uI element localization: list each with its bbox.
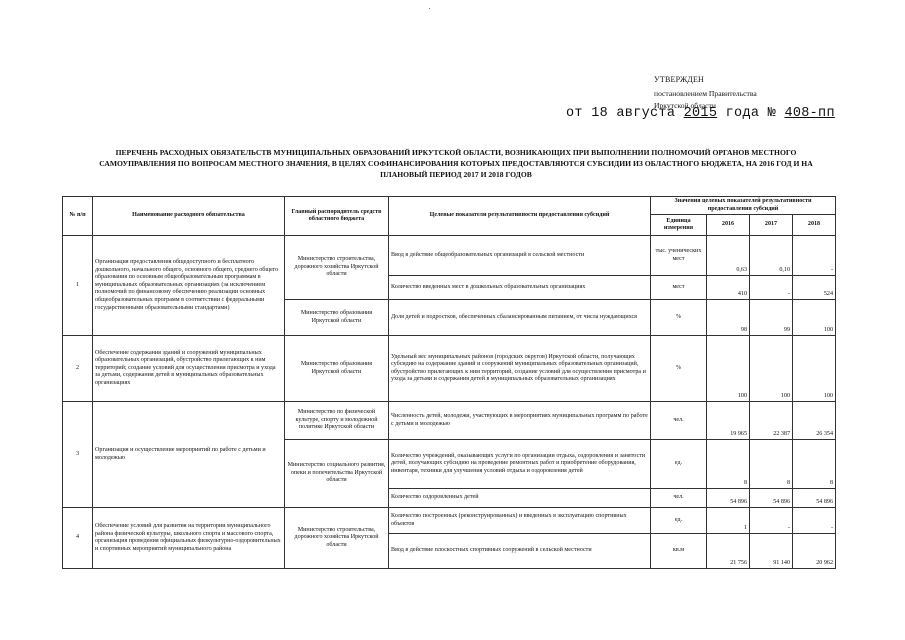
decree-year: 2015 bbox=[683, 106, 718, 121]
value-2016: 21 756 bbox=[707, 534, 750, 569]
value-2016: 98 bbox=[707, 300, 750, 336]
header-obligation: Наименование расходного обязательства bbox=[93, 197, 285, 236]
unit-cell: мест bbox=[651, 276, 707, 300]
header-unit: Единица измерения bbox=[651, 215, 707, 236]
value-2017: 99 bbox=[750, 300, 793, 336]
header-values-group: Значения целевых показателей результативности предоставления субсидий bbox=[651, 197, 836, 215]
value-2018: 8 bbox=[793, 440, 836, 489]
indicator-cell: Численность детей, молодежи, участвующих в мероприятиях муниципальных программ по работе с детьми и молодежью bbox=[389, 402, 651, 440]
manager-cell: Министерство образования Иркутской области bbox=[285, 336, 389, 402]
manager-cell: Министерство социального развития, опеки и попечительства Иркутской области bbox=[285, 440, 389, 508]
indicator-cell: Количество введенных мест в дошкольных образовательных организациях bbox=[389, 276, 651, 300]
header-2018: 2018 bbox=[793, 215, 836, 236]
manager-cell: Министерство строительства, дорожного хозяйства Иркутской области bbox=[285, 236, 389, 300]
unit-cell: % bbox=[651, 336, 707, 402]
unit-cell: тыс. ученических мест bbox=[651, 236, 707, 276]
value-2018: 54 896 bbox=[793, 489, 836, 508]
header-manager: Главный распорядитель средств областного бюджета bbox=[285, 197, 389, 236]
row-number: 4 bbox=[63, 508, 93, 569]
approved-by-line2: Иркутской области bbox=[654, 101, 716, 110]
table-row bbox=[63, 402, 836, 440]
approved-by-line1: постановлением Правительства bbox=[654, 89, 757, 98]
value-2017: 100 bbox=[750, 336, 793, 402]
value-2017: 0,10 bbox=[750, 236, 793, 276]
value-2016: 8 bbox=[707, 440, 750, 489]
manager-cell: Министерство по физической культуре, спорту и молодежной политике Иркутской области bbox=[285, 402, 389, 440]
decree-prefix: от 18 августа bbox=[566, 106, 684, 121]
unit-cell: чел. bbox=[651, 402, 707, 440]
value-2016: 54 896 bbox=[707, 489, 750, 508]
obligations-table bbox=[62, 196, 836, 569]
value-2018: 100 bbox=[793, 300, 836, 336]
unit-cell: ед. bbox=[651, 508, 707, 534]
value-2017: 8 bbox=[750, 440, 793, 489]
table-row bbox=[63, 336, 836, 402]
unit-cell: кв.м bbox=[651, 534, 707, 569]
obligation-cell: Организация предоставления общедоступного и бесплатного дошкольного, начального общего, основного общего, среднего общего образования по основным общеобразовательным программам в муниципальных образовательных организациях (за исключением полномочий по финансовому обеспечению реализации основных общеобразовательных программ в соответствии с федеральными государственными образовательными стандартами) bbox=[93, 236, 285, 336]
decree-mid: года № bbox=[717, 106, 785, 121]
indicator-cell: Количество учреждений, оказывающих услуги по организации отдыха, оздоровления и занятости детей, получающих субсидию на проведение ремонтных работ и приобретение оборудования, инвентаря, техники для улучшения условий отдыха и оздоровления детей bbox=[389, 440, 651, 489]
unit-cell: % bbox=[651, 300, 707, 336]
table-row bbox=[63, 236, 836, 276]
value-2018: 100 bbox=[793, 336, 836, 402]
value-2017: 54 896 bbox=[750, 489, 793, 508]
obligation-cell: Обеспечение условий для развития на территории муниципального района физической культуры, школьного спорта и массового спорта, организация проведения официальных физкультурно-оздоровительных и спортивных мероприятий муниципального района bbox=[93, 508, 285, 569]
header-indicators: Целевые показатели результативности предоставления субсидий bbox=[389, 197, 651, 236]
manager-cell: Министерство строительства, дорожного хозяйства Иркутской области bbox=[285, 508, 389, 569]
obligation-cell: Обеспечение содержания зданий и сооружений муниципальных образовательных организаций, обустройство прилегающих к ним территорий; создание условий для осуществления присмотра и ухода за детьми, содержания детей в муниципальных образовательных организациях bbox=[93, 336, 285, 402]
value-2016: 19 965 bbox=[707, 402, 750, 440]
value-2017: 91 140 bbox=[750, 534, 793, 569]
obligation-cell: Организация и осуществление мероприятий по работе с детьми и молодежью bbox=[93, 402, 285, 508]
value-2018: 524 bbox=[793, 276, 836, 300]
indicator-cell: Удельный вес муниципальных районов (городских округов) Иркутской области, получающих субсидию на содержание зданий и сооружений муниципальных образовательных организаций, обустройство прилегающих к ним территорий, создание условий для осуществления присмотра и ухода за детьми и содержания детей в муниципальных образовательных организациях bbox=[389, 336, 651, 402]
value-2016: 0,63 bbox=[707, 236, 750, 276]
row-number: 2 bbox=[63, 336, 93, 402]
indicator-cell: Доля детей и подростков, обеспеченных сбалансированным питанием, от числа нуждающихся bbox=[389, 300, 651, 336]
unit-cell: чел. bbox=[651, 489, 707, 508]
document-title: ПЕРЕЧЕНЬ РАСХОДНЫХ ОБЯЗАТЕЛЬСТВ МУНИЦИПАЛЬНЫХ ОБРАЗОВАНИЙ ИРКУТСКОЙ ОБЛАСТИ, ВОЗНИКАЮЩИХ ПРИ ВЫПОЛНЕНИИ ПОЛНОМОЧИЙ ОРГАНОВ МЕСТНОГО САМОУПРАВЛЕНИЯ ПО ВОПРОСАМ МЕСТНОГО ЗНАЧЕНИЯ, В ЦЕЛЯХ СОФИНАНСИРОВАНИЯ КОТОРЫХ ПРЕДОСТАВЛЯЮТСЯ СУБСИДИИ ИЗ ОБЛАСТНОГО БЮДЖЕТА, НА 2016 ГОД И НА ПЛАНОВЫЙ ПЕРИОД 2017 И 2018 ГОДОВ bbox=[99, 148, 813, 179]
row-number: 3 bbox=[63, 402, 93, 508]
value-2018: 20 962 bbox=[793, 534, 836, 569]
indicator-cell: Ввод в действие плоскостных спортивных сооружений в сельской местности bbox=[389, 534, 651, 569]
indicator-cell: Количество оздоровленных детей bbox=[389, 489, 651, 508]
value-2016: 100 bbox=[707, 336, 750, 402]
header-no: № п/п bbox=[63, 197, 93, 236]
scan-dot bbox=[429, 8, 430, 9]
decree-number: 408-пп bbox=[784, 106, 835, 121]
decree-line bbox=[566, 106, 835, 121]
value-2016: 410 bbox=[707, 276, 750, 300]
value-2017: - bbox=[750, 508, 793, 534]
header-2017: 2017 bbox=[750, 215, 793, 236]
indicator-cell: Количество построенных (реконструированных) и введенных в эксплуатацию спортивных объектов bbox=[389, 508, 651, 534]
value-2018: - bbox=[793, 236, 836, 276]
header-2016: 2016 bbox=[707, 215, 750, 236]
approved-label: УТВЕРЖДЕН bbox=[654, 75, 705, 84]
value-2018: 26 354 bbox=[793, 402, 836, 440]
value-2018: - bbox=[793, 508, 836, 534]
row-number: 1 bbox=[63, 236, 93, 336]
value-2017: - bbox=[750, 276, 793, 300]
value-2017: 22 387 bbox=[750, 402, 793, 440]
value-2016: 1 bbox=[707, 508, 750, 534]
indicator-cell: Ввод в действие общеобразовательных организаций в сельской местности bbox=[389, 236, 651, 276]
table-row bbox=[63, 508, 836, 534]
unit-cell: ед. bbox=[651, 440, 707, 489]
manager-cell: Министерство образования Иркутской области bbox=[285, 300, 389, 336]
